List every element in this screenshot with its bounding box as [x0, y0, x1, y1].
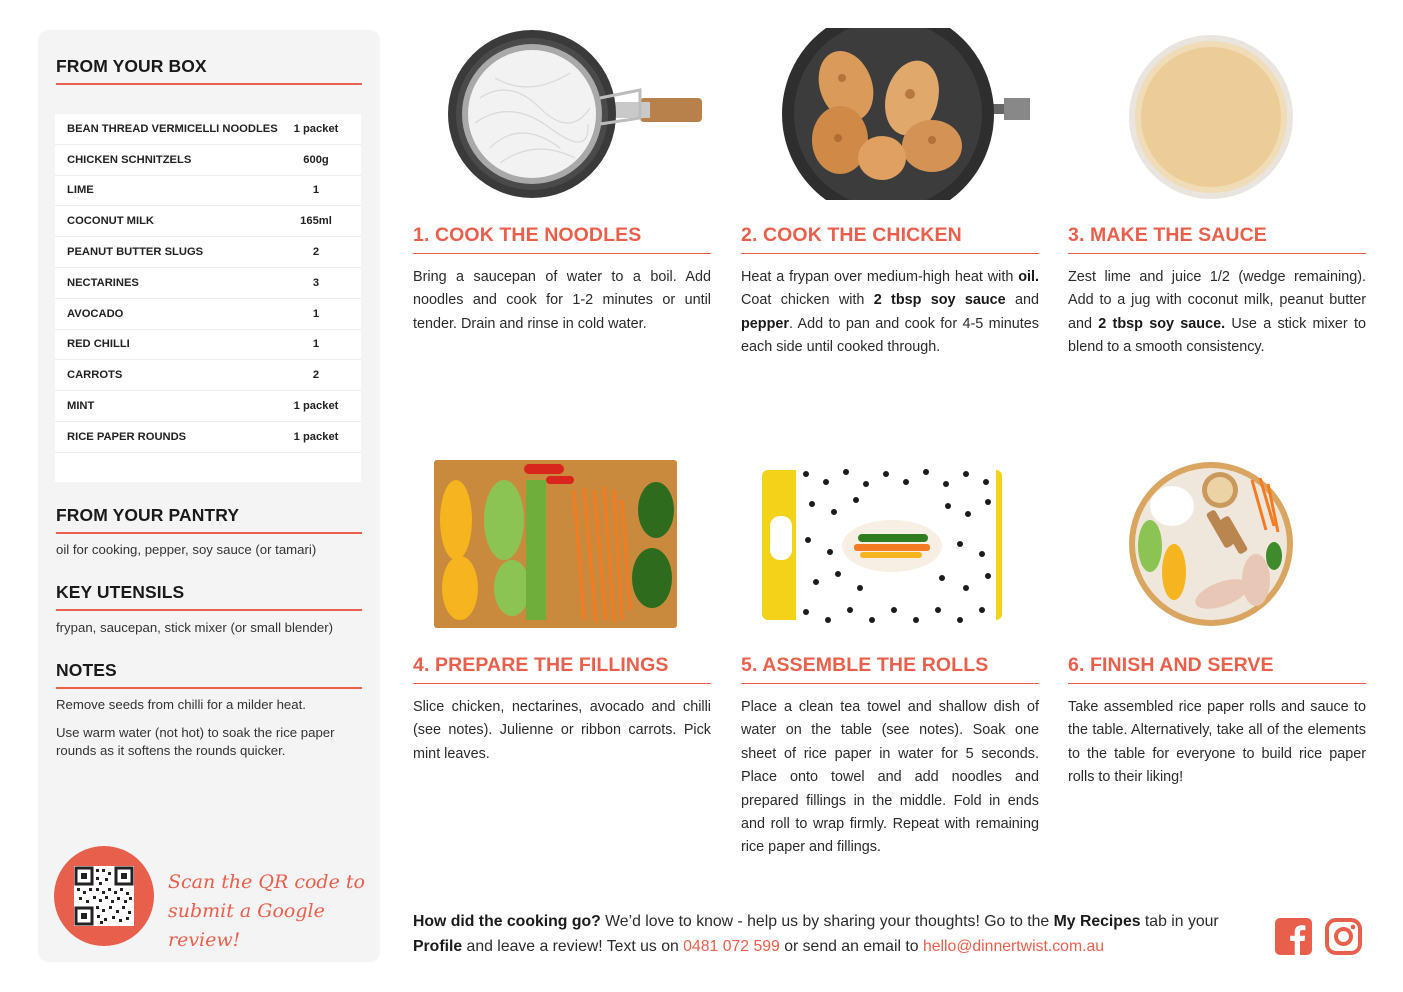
bold-text: How did the cooking go?: [413, 913, 601, 930]
bold-text: oil.: [1018, 269, 1039, 285]
utensils-text: frypan, saucepan, stick mixer (or small blender): [56, 620, 334, 635]
text-run: Zest lime and juice 1/2 (wedge remaining). Add to a jug with coconut milk, peanut butter and: [1068, 269, 1366, 332]
fillings-board-image: [434, 460, 677, 633]
bold-text: My Recipes: [1053, 913, 1141, 930]
step-5-title: 5. ASSEMBLE THE ROLLS: [741, 654, 1039, 684]
from-your-box-heading: FROM YOUR BOX: [56, 56, 362, 85]
sidebar: [38, 30, 380, 962]
ingredient-qty: 1 packet: [293, 122, 339, 135]
instagram-icon[interactable]: [1325, 918, 1362, 955]
table-row: [55, 145, 361, 176]
ingredients-table: [55, 114, 361, 482]
qr-caption: [168, 868, 368, 955]
text-run: Slice chicken, nectarines, avocado and chilli (see notes). Julienne or ribbon carrots. Pick mint leaves.: [413, 699, 711, 762]
step-4-title: 4. PREPARE THE FILLINGS: [413, 654, 711, 684]
step-2-title: 2. COOK THE CHICKEN: [741, 224, 1039, 254]
notes-heading: NOTES: [56, 660, 362, 689]
ingredient-name: COCONUT MILK: [67, 215, 155, 228]
facebook-icon[interactable]: [1275, 918, 1312, 955]
text-run: and leave a review! Text us on: [462, 938, 684, 955]
ingredient-qty: 1 packet: [293, 400, 339, 413]
ingredient-qty: 2: [312, 369, 320, 382]
step-1-title: 1. COOK THE NOODLES: [413, 224, 711, 254]
bold-text: 2 tbsp soy sauce.: [1098, 315, 1226, 332]
review-prompt: [413, 909, 1263, 959]
text-run: Place a clean tea towel and shallow dish of water on the table (see notes). Soak one sheet of rice paper in water for 5 seconds. Place onto towel and add noodles and prepared fillings in the middle. Fold in ends and roll to wrap firmly. Repeat with remaining rice paper and fillings.: [741, 699, 1039, 856]
ingredient-qty: 3: [312, 276, 320, 289]
text-run: Heat a frypan over medium-high heat with: [741, 269, 1019, 285]
table-row: [55, 391, 361, 422]
step-5-text: [741, 696, 1039, 860]
qr-badge: [54, 846, 154, 946]
ingredient-qty: 165ml: [300, 215, 332, 228]
ingredient-name: LIME: [67, 184, 94, 197]
ingredient-name: CARROTS: [67, 369, 123, 382]
ingredient-qty: 1: [312, 338, 320, 351]
ingredient-qty: 600g: [303, 153, 329, 166]
ingredient-qty: 1: [312, 184, 320, 197]
step-3-title: 3. MAKE THE SAUCE: [1068, 224, 1366, 254]
ingredient-qty: 2: [312, 246, 320, 259]
table-row: [55, 299, 361, 330]
qr-code-icon[interactable]: [74, 866, 134, 926]
bold-text: pepper: [741, 315, 789, 332]
step-6-text: [1068, 696, 1366, 790]
table-row: [55, 206, 361, 237]
rice-paper-roll-image: [760, 460, 1006, 633]
table-row: [55, 422, 361, 453]
ingredient-name: MINT: [67, 400, 95, 413]
ingredient-name: RED CHILLI: [67, 338, 130, 351]
text-run: . Add to pan and cook for 4-5 minutes each side until cooked through.: [741, 315, 1039, 356]
bold-text: Profile: [413, 938, 463, 955]
text-run: Coat chicken with: [741, 292, 874, 309]
note-item: Remove seeds from chilli for a milder heat.: [56, 697, 306, 712]
step-1-text: [413, 266, 711, 336]
table-row: [55, 237, 361, 268]
ingredient-name: BEAN THREAD VERMICELLI NOODLES: [67, 122, 278, 135]
pantry-text: oil for cooking, pepper, soy sauce (or tamari): [56, 542, 317, 557]
noodles-in-strainer-image: [440, 28, 702, 205]
ingredient-name: RICE PAPER ROUNDS: [67, 430, 187, 443]
contact-link[interactable]: hello@dinnertwist.com.au: [922, 938, 1105, 955]
bold-text: 2 tbsp soy sauce: [873, 292, 1006, 309]
ingredient-name: NECTARINES: [67, 276, 139, 289]
serving-platter-image: [1128, 460, 1294, 633]
table-row: [55, 114, 361, 145]
step-4-text: [413, 696, 711, 766]
table-row: [55, 360, 361, 391]
text-run: and: [1005, 292, 1039, 309]
table-row: [55, 268, 361, 299]
text-run: Bring a saucepan of water to a boil. Add noodles and cook for 1-2 minutes or until tender. Drain and rinse in cold water.: [413, 269, 711, 332]
step-2-text: [741, 266, 1039, 360]
text-run: or send an email to: [779, 938, 923, 955]
pantry-heading: FROM YOUR PANTRY: [56, 505, 362, 534]
table-row: [55, 176, 361, 207]
ingredient-qty: 1 packet: [293, 430, 339, 443]
table-row: [55, 330, 361, 361]
qr-caption-line: Scan the QR code to: [168, 871, 365, 893]
ingredient-name: PEANUT BUTTER SLUGS: [67, 246, 204, 259]
ingredient-name: AVOCADO: [67, 307, 124, 320]
qr-caption-line: submit a Google review!: [168, 900, 325, 951]
text-run: tab in your: [1140, 913, 1219, 930]
step-6-title: 6. FINISH AND SERVE: [1068, 654, 1366, 684]
chicken-in-frypan-image: [782, 28, 1032, 205]
ingredient-qty: 1: [312, 307, 320, 320]
ingredient-name: CHICKEN SCHNITZELS: [67, 153, 192, 166]
peanut-sauce-jug-image: [1128, 34, 1294, 205]
text-run: Use a stick mixer to blend to a smooth consistency.: [1068, 315, 1366, 356]
note-item: Use warm water (not hot) to soak the rice paper rounds as it softens the rounds quicker.: [56, 725, 335, 758]
contact-link[interactable]: 0481 072 599: [683, 938, 780, 955]
step-3-text: [1068, 266, 1366, 360]
text-run: We’d love to know - help us by sharing your thoughts! Go to the: [600, 913, 1054, 930]
utensils-heading: KEY UTENSILS: [56, 582, 362, 611]
text-run: Take assembled rice paper rolls and sauce to the table. Alternatively, take all of the elements to the table for everyone to build rice paper rolls to their liking!: [1068, 699, 1366, 786]
